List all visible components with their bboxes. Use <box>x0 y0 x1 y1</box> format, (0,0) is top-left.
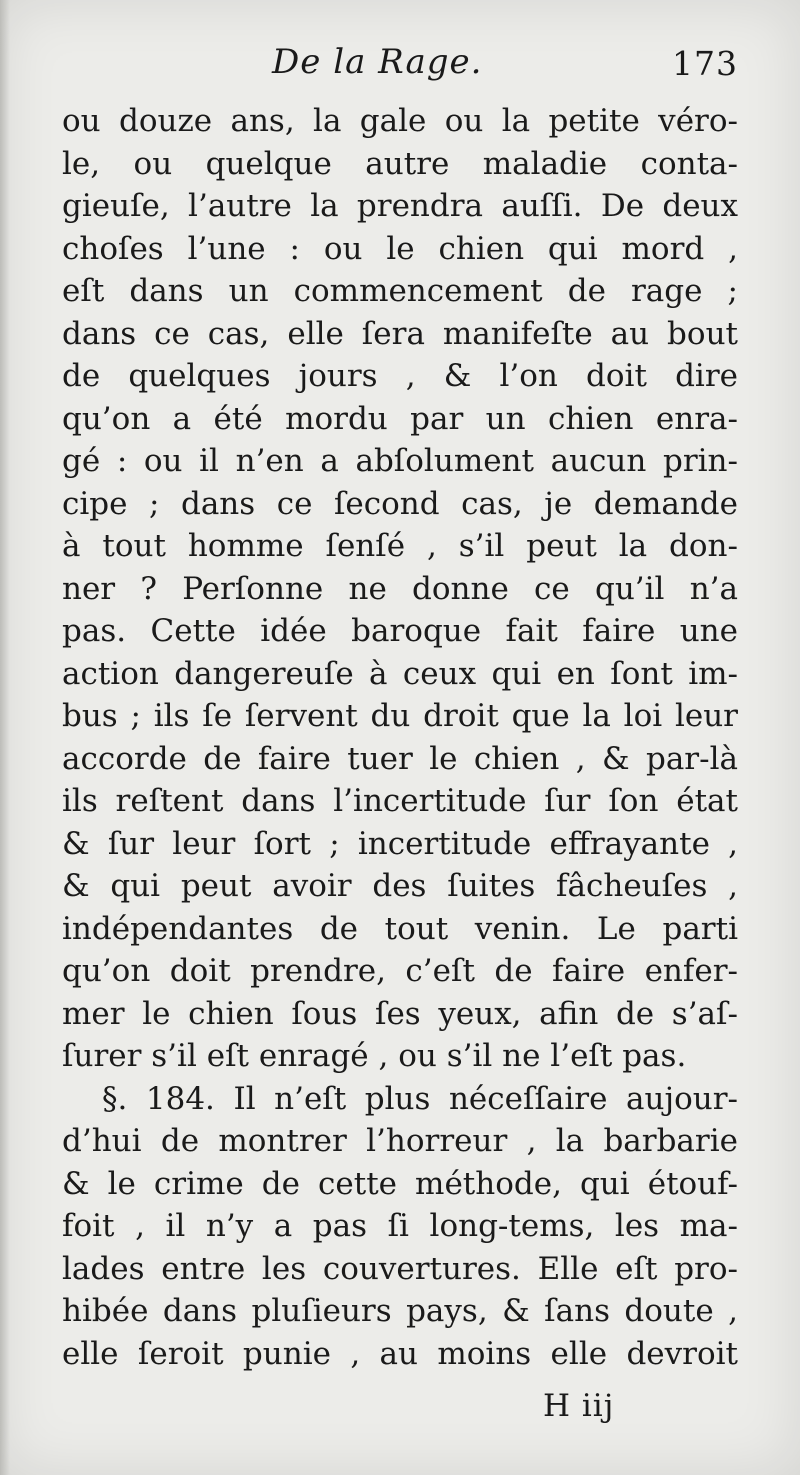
running-title: De la Rage. <box>272 42 483 82</box>
text-line: pas. Cette idée baroque fait faire une <box>62 613 738 649</box>
text-line: elle ſeroit punie , au moins elle devroit <box>62 1335 738 1372</box>
text-line: lades entre les couvertures. Elle eſt pro- <box>62 1250 738 1287</box>
text-line: ſurer s’il eſt enragé , ou s’il ne l’eſt pas. <box>62 1038 687 1074</box>
text-line: ner ? Perſonne ne donne ce qu’il n’a <box>62 570 738 607</box>
section-start-line: §. 184. Il n’eſt plus néceſſaire aujour- <box>102 1080 738 1117</box>
page-number: 173 <box>672 44 738 83</box>
text-line: qu’on a été mordu par un chien enra- <box>62 400 738 437</box>
text-line: à tout homme ſenſé , s’il peut la don- <box>62 528 738 564</box>
text-line: accorde de faire tuer le chien , & par-là <box>62 740 738 777</box>
text-line: gé : ou il n’en a abſolument aucun prin- <box>62 443 738 479</box>
signature-mark: H iij <box>543 1388 615 1424</box>
text-line: choſes l’une : ou le chien qui mord , <box>62 230 738 267</box>
text-line: foit , il n’y a pas ſi long-tems, les ma- <box>62 1208 738 1244</box>
text-line: & qui peut avoir des ſuites fâcheuſes , <box>62 868 738 904</box>
text-line: ou douze ans, la gale ou la petite véro- <box>62 103 738 139</box>
text-line: cipe ; dans ce ſecond cas, je demande <box>62 485 738 522</box>
text-line: & le crime de cette méthode, qui étouf- <box>62 1165 738 1202</box>
page-gutter-shadow <box>0 0 10 1475</box>
text-line: qu’on doit prendre, c’eſt de faire enfer- <box>62 953 738 989</box>
body-text <box>62 100 738 1375</box>
text-line: action dangereuſe à ceux qui en ſont im- <box>62 655 738 692</box>
text-line: le, ou quelque autre maladie conta- <box>62 145 738 182</box>
text-line: gieuſe, l’autre la prendra auſſi. De deux <box>62 188 738 224</box>
text-line: dans ce cas, elle ſera manifeſte au bout <box>62 315 738 352</box>
text-line: ils reſtent dans l’incertitude ſur ſon état <box>62 783 738 819</box>
text-line: d’hui de montrer l’horreur , la barbarie <box>62 1123 738 1159</box>
text-line: indépendantes de tout venin. Le parti <box>62 910 738 947</box>
text-line: hibée dans pluſieurs pays, & ſans doute , <box>62 1293 738 1329</box>
text-line: mer le chien ſous ſes yeux, afin de s’aſ- <box>62 995 738 1032</box>
text-line: de quelques jours , & l’on doit dire <box>62 358 738 394</box>
text-line: bus ; ils ſe ſervent du droit que la loi leur <box>62 698 738 734</box>
text-line: eſt dans un commencement de rage ; <box>62 273 738 309</box>
page-header <box>62 42 738 92</box>
text-line: & ſur leur ſort ; incertitude effrayante , <box>62 825 738 862</box>
